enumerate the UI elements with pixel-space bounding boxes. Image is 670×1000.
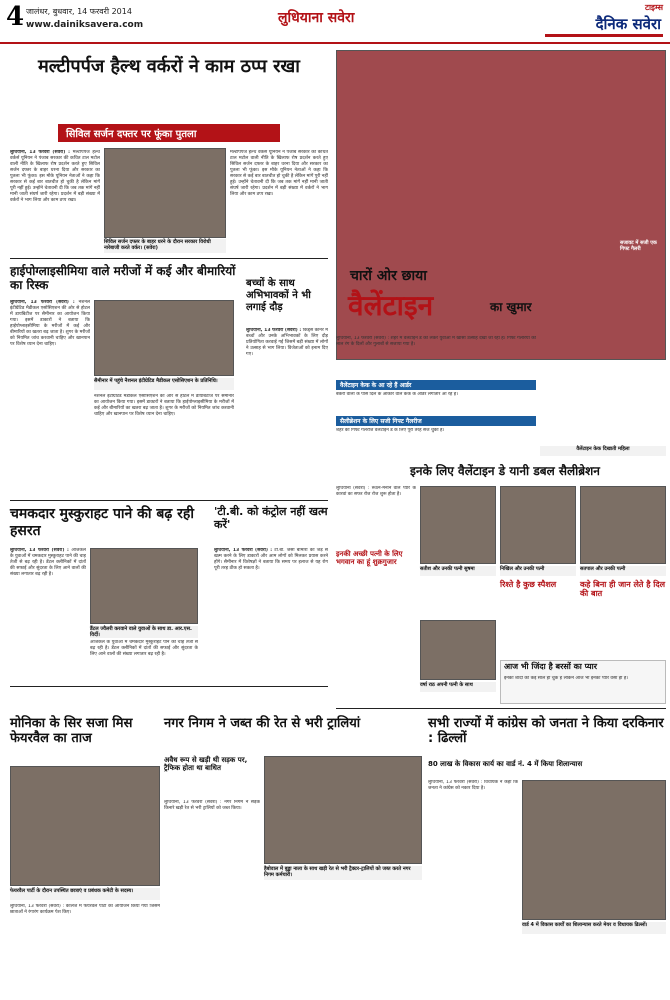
story1-text: मल्टीपर्पज हैल्थ वर्कर्स यूनियन ने पंजाब सरकार की कथित टाल मटोल वाली नीति के खिलाफ रोष प्रदर्शन करते हुए सिविल सर्जन दफ्तर के बाहर धरना दिया और सरकार का पुतला भी फूंका। इस मौके यूनियन नेताओं ने कहा कि सरकार से कई बार बातचीत हो चुकी है लेकिन मांगें पूरी नहीं हुई। उन्होंने चेतावनी दी कि जब तक मांगें नहीं मानी जाती संघर्ष जारी रहेगा। प्रदर्शन में बड़ी संख्या में वर्करों ने भाग लिया और काम ठप्प रखा। <box>10 150 100 203</box>
story2-headline: हाईपोग्लाइसीमिया वाले मरीजों में कई और बीमारियों का रिस्क <box>10 264 236 293</box>
divider-2 <box>10 500 328 501</box>
story7-photo <box>264 756 422 864</box>
story8-headline: सभी राज्यों में कांग्रेस को जनता ने किया दरकिनार : ढिल्लों <box>428 716 664 747</box>
valentine-bar1-body: बेकरी वालों के पास दिल के आकार वाले केक के आर्डर लगातार आ रहे हैं। <box>336 392 458 397</box>
double-quote: इनकी अच्छी पत्नी के लिए भगवान का हूं शुक्रगुजार <box>336 550 403 567</box>
divider-4 <box>336 708 666 709</box>
valentine-bar1: वैलेंटाइन केक के आ रहे हैं आर्डर <box>336 380 536 390</box>
double-box-title: आज भी जिंदा है बरसों का प्यार <box>504 662 598 671</box>
couple3-caption: सतपाल और उनकी पत्नी <box>580 566 666 576</box>
story6-photo <box>10 766 160 886</box>
story7-caption: हैबोवाल में बुड्ढा नाला के साथ खड़ी रेत से भरी ट्रैक्टर-ट्रालियों को जब्त करते नगर निगम कर्मचारी। <box>264 866 422 880</box>
story6-headline: मोनिका के सिर सजा मिस फेयरवैल का ताज <box>10 716 133 747</box>
story3-text: किड्स कार्नर में बच्चों और उनके अभिभावकों के लिए दौड़ प्रतियोगिता करवाई गई जिसमें बड़ी संख्या में लोगों ने उत्साह से भाग लिया। विजेताओं को इनाम दिए गए। <box>246 328 328 357</box>
story8-caption: वार्ड 4 में विकास कार्यों का शिलान्यास करते मेयर व विधायक ढिल्लों। <box>522 922 666 934</box>
valentine-body: लुधियाना, 13 फरवरी (सवेरा) : शहर में वैलेंटाइन डे को लेकर युवाओं में खासा उत्साह देखा जा रहा है। गिफ्ट गैलरियों को लाल रंग के दिलों और गुलाबों से सजाया गया है। <box>336 336 536 347</box>
story7-side: अवैध रूप से खड़ी थी सड़क पर, ट्रैफिक होता था बाधित <box>164 756 248 773</box>
double-quote2: रिश्ते है कुछ स्पैशल <box>500 580 557 589</box>
newspaper-logo <box>540 2 665 40</box>
story1-subhead: सिविल सर्जन दफ्तर पर फूंका पुतला <box>58 124 280 142</box>
story2-photo-caption: सैमीनार में पहुंचे नैशनल इंटीग्रेटिड मैडीकल एसोसिएशन के प्रतिनिधि। <box>94 378 234 390</box>
story4-text: आजकल के युवाओं में चमकदार मुस्कुराहट पाने की चाह तेजी से बढ़ रही है। डेंटल क्लीनिकों में दांतों की सफाई और सुंदरता के लिए आने वालों की संख्या लगातार बढ़ रही है। <box>10 548 86 577</box>
couple4-caption: वर्षा राठ अपनी पत्नी के साथ <box>420 682 496 692</box>
date-line: जालंधर, बुधवार, 14 फरवरी 2014 <box>26 7 132 16</box>
story1-body-col3 <box>230 150 328 250</box>
story1-text-2: मल्टीपर्पज हैल्थ वर्कर्स यूनियन ने पंजाब सरकार की कथित टाल मटोल वाली नीति के खिलाफ रोष प्रदर्शन करते हुए सिविल सर्जन दफ्तर के बाहर धरना दिया और सरकार का पुतला भी फूंका। इस मौके यूनियन नेताओं ने कहा कि सरकार से कई बार बातचीत हो चुकी है लेकिन मांगें पूरी नहीं हुई। उन्होंने चेतावनी दी कि जब तक मांगें नहीं मानी जाती संघर्ष जारी रहेगा। प्रदर्शन में बड़ी संख्या में वर्करों ने भाग लिया और काम ठप्प रखा। <box>230 150 328 197</box>
story2-body <box>10 300 90 494</box>
story6-caption: फेयरवैल पार्टी के दौरान उपस्थित छात्राएं व प्रबंधक कमेटी के सदस्य। <box>10 888 160 900</box>
page-number: 4 <box>6 2 25 32</box>
story8-photo <box>522 780 666 920</box>
story5-headline: 'टी.बी. को कंट्रोल नहीं खत्म करें' <box>214 505 328 531</box>
double-box-body: इनकी शादी को कई साल हो चुके हैं लेकिन आज भी इनका प्यार वैसा ही है। <box>504 676 628 681</box>
double-intro: लुधियाना (सवेरा) : रूठने-मनाने वाले प्यार के कारवां का सफर रोज रोज शुरू होता है। <box>336 486 416 497</box>
story2-text: नेशनल इंटीग्रेटिड मैडीकल एसोसिएशन की ओर से होटल में डायबिटीज पर सैमीनार का आयोजन किया गया। इसमें डाक्टरों ने बताया कि हाईपोग्लाइसीमिया के मरीजों में कई और बीमारियों का खतरा बढ़ जाता है। शुगर के मरीजों को नियमित जांच करवानी चाहिए और खानपान पर विशेष ध्यान देना चाहिए। <box>10 300 90 347</box>
story4-photo <box>90 548 198 624</box>
valentine-bar2: सैलीब्रेशन के लिए सजी गिफ्ट गैलरीज <box>336 416 536 426</box>
story7-body: लुधियाना, 13 फरवरी (सवेरा) : नगर निगम ने सड़क किनारे खड़ी रेत से भरी ट्रालियों को जब्त किया। <box>164 800 260 811</box>
website-link[interactable]: www.dainiksavera.com <box>26 20 144 30</box>
couple1-caption: सतीश और उनकी पत्नी सुषमा <box>420 566 496 576</box>
story4-body-col2 <box>90 640 198 680</box>
valentine-kicker: चारों ओर छाया <box>350 268 427 284</box>
divider-3 <box>10 686 328 687</box>
valentine-title-suffix: का खुमार <box>490 300 532 314</box>
couple3-photo <box>580 486 666 564</box>
double-quote3: कहे बिना ही जान लेते है दिल की बात <box>580 580 665 599</box>
story7-headline: नगर निगम ने जब्त की रेत से भरी ट्रालियां <box>164 716 361 731</box>
couple4-photo <box>420 620 496 680</box>
story1-photo-caption: सिविल सर्जन दफ्तर के बाहर धरने के दौरान सरकार विरोधी नारेबाजी करते वर्कर। (सवेरा) <box>104 239 226 253</box>
story3-dateline: लुधियाना, 13 फरवरी (सवेरा) : <box>246 328 302 333</box>
story8-sub: 80 लाख के विकास कार्य का वार्ड नं. 4 में किया शिलान्यास <box>428 760 583 768</box>
logo-underline <box>545 34 663 37</box>
story2-body-col2 <box>94 394 234 494</box>
valentine-title: वैलेंटाइन <box>348 289 434 322</box>
story3-body <box>246 328 328 494</box>
story1-headline: मल्टीपर्पज हैल्थ वर्करों ने काम ठप्प रखा <box>38 56 300 77</box>
story4-headline: चमकदार मुस्कुराहट पाने की बढ़ रही हसरत <box>10 506 194 539</box>
valentine-photo-caption: वैलेंटाइन केक दिखाती महिला <box>540 446 666 456</box>
story8-body: लुधियाना, 13 फरवरी (सवेरा) : विधायक ने कहा कि जनता ने कांग्रेस को नकार दिया है। <box>428 780 518 791</box>
story4-body <box>10 548 86 668</box>
logo-name: दैनिक सवेरा <box>595 15 661 33</box>
valentine-photo-note: सजावट में सजी एक गिफ्ट गैलरी <box>620 240 657 252</box>
story1-photo <box>104 148 226 238</box>
story6-body: लुधियाना, 13 फरवरी (सवेरा) : कालेज में फेयरवैल पार्टी का आयोजन किया गया जिसमें छात्राओं ने रंगारंग कार्यक्रम पेश किए। <box>10 904 160 915</box>
couple2-caption: निखिल और उनकी पत्नी <box>500 566 576 576</box>
story1-body <box>10 150 100 250</box>
story5-text: टी.बी. जैसी बीमारी को जड़ से खत्म करने के लिए डाक्टरों और आम लोगों को मिलकर प्रयास करने होंगे। सैमीनार में विशेषज्ञों ने बताया कि समय पर इलाज से यह रोग पूरी तरह ठीक हो सकता है। <box>214 548 328 571</box>
story4-photo-caption: डैंटल ज्वैलरी करवाने वाले युवाओं के साथ डा. आर.एस. विर्दी। <box>90 626 198 638</box>
story2-photo <box>94 300 234 376</box>
logo-tagline: टाइम्स <box>644 3 663 12</box>
story4-dateline: लुधियाना, 13 फरवरी (सवेरा) : <box>10 548 69 553</box>
double-headline: इनके लिए वैलेंटाइन डे यानी डबल सैलीब्रेशन <box>410 464 600 478</box>
story2-dateline: लुधियाना, 13 फरवरी (सवेरा) : <box>10 300 75 305</box>
masthead <box>0 0 670 44</box>
divider-1 <box>10 258 328 259</box>
valentine-bar2-body: शहर की गिफ्ट गैलरीज वैलेंटाइन डे के लिए पूरी तरह सज चुकी हैं। <box>336 428 445 433</box>
story5-dateline: लुधियाना, 13 फरवरी (सवेरा) : <box>214 548 273 553</box>
story3-headline: बच्चों के साथ अभिभावकों ने भी लगाई दौड़ <box>246 278 311 313</box>
couple2-photo <box>500 486 576 564</box>
story5-body <box>214 548 328 680</box>
story2-text-2: नेशनल इंटीग्रेटिड मैडीकल एसोसिएशन की ओर से होटल में डायबिटीज पर सैमीनार का आयोजन किया गया। इसमें डाक्टरों ने बताया कि हाईपोग्लाइसीमिया के मरीजों में कई और बीमारियों का खतरा बढ़ जाता है। शुगर के मरीजों को नियमित जांच करवानी चाहिए और खानपान पर विशेष ध्यान देना चाहिए। <box>94 394 234 417</box>
couple1-photo <box>420 486 496 564</box>
story4-text-2: आजकल के युवाओं में चमकदार मुस्कुराहट पाने की चाह तेजी से बढ़ रही है। डेंटल क्लीनिकों में दांतों की सफाई और सुंदरता के लिए आने वालों की संख्या लगातार बढ़ रही है। <box>90 640 198 657</box>
story1-dateline: लुधियाना, 13 फरवरी (सवेरा) : <box>10 150 71 155</box>
section-title: लुधियाना सवेरा <box>278 10 355 26</box>
